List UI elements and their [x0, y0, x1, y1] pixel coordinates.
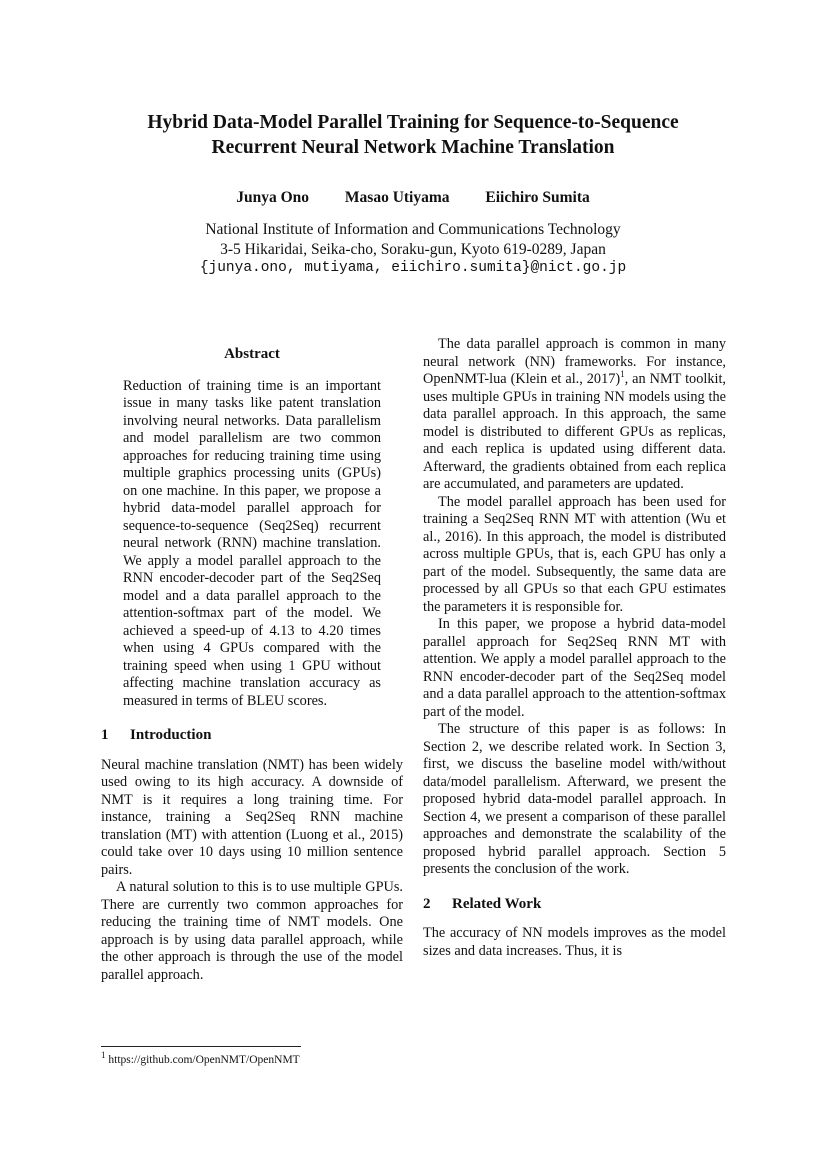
footnote-link[interactable]: https://github.com/OpenNMT/OpenNMT	[108, 1054, 300, 1066]
author-list	[60, 189, 766, 207]
author-2: Masao Utiyama	[344, 189, 450, 206]
paper-title	[60, 110, 766, 160]
footnote	[101, 1050, 300, 1066]
right-paragraph-3: In this paper, we propose a hybrid data-model parallel approach for Seq2Seq RNN MT with attention. We apply a model parallel approach to the RNN encoder-decoder part of the Seq2Seq model and a data parallel approach to the attention-softmax part of the model.	[423, 616, 726, 720]
affiliation: National Institute of Information and Communications Technology	[205, 221, 621, 238]
section-number: 2	[423, 895, 431, 912]
section-title: Introduction	[130, 727, 212, 743]
section-number: 1	[101, 727, 109, 743]
section-heading-introduction	[101, 727, 403, 745]
right-paragraph-1-b: , an NMT toolkit, uses multiple GPUs in training NN models using the data parallel approach. In this approach, the same model is distributed to different GPUs as replicas, and each replica is updated using different data. Afterward, the gradients obtained from each replica are accumulated, and parameters are updated.	[423, 371, 726, 492]
right-paragraph-2: The model parallel approach has been used for training a Seq2Seq RNN MT with attention (Wu et al., 2016). In this approach, the model is distributed across multiple GPUs, that is, each GPU has only a part of the model. Subsequently, the same data are processed by all GPUs so that each GPU estimates the parameters it is responsible for.	[423, 493, 726, 615]
footnote-rule	[101, 1046, 301, 1047]
title-line-1: Hybrid Data-Model Parallel Training for Sequence-to-Sequence	[147, 112, 679, 133]
section-heading-related-work	[423, 896, 726, 914]
left-column	[101, 336, 403, 984]
abstract-body: Reduction of training time is an important issue in many tasks like patent translation involving neural networks. Data parallelism and model parallelism are two common approaches for reducing training time using multiple graphics processing units (GPUs) on one machine. In this paper, we propose a hybrid data-model parallel approach for sequence-to-sequence (Seq2Seq) recurrent neural network (RNN) machine translation. We apply a model parallel approach to the RNN encoder-decoder part of the Seq2Seq model and a data parallel approach to the attention-softmax part of the model. We achieved a speed-up of 4.13 to 4.20 times when using 4 GPUs compared with the training speed when using 1 GPU without affecting machine translation accuracy as measured in terms of BLEU scores.	[123, 377, 381, 709]
section-title: Related Work	[452, 895, 542, 912]
right-paragraph-1-a: The data parallel approach is common in many neural network (NN) frameworks. For instance, OpenNMT-lua (Klein et al., 2017)	[423, 336, 726, 387]
related-paragraph-1: The accuracy of NN models improves as the model sizes and data increases. Thus, it is	[423, 925, 726, 959]
title-line-2: Recurrent Neural Network Machine Translation	[211, 137, 615, 158]
author-3: Eiichiro Sumita	[485, 189, 590, 206]
author-1: Junya Ono	[236, 189, 310, 206]
address: 3-5 Hikaridai, Seika-cho, Soraku-gun, Kyoto 619-0289, Japan	[220, 240, 606, 258]
right-paragraph-4: The structure of this paper is as follows: In Section 2, we describe related work. In Section 3, first, we discuss the baseline model with/without data/model parallelism. Afterward, we present the proposed hybrid data-model parallel approach. In Section 4, we present a comparison of these parallel approaches and demonstrate the scalability of the proposed hybrid parallel approach. Section 5 presents the conclusion of the work.	[423, 721, 726, 877]
intro-paragraph-2: A natural solution to this is to use multiple GPUs. There are currently two common approaches for reducing the training time of NMT models. One approach is by using data parallel approach, while the other approach is through the use of the model parallel approach.	[101, 879, 403, 983]
intro-paragraph-1: Neural machine translation (NMT) has been widely used owing to its high accuracy. A downside of NMT is it requires a long training time. For instance, training a Seq2Seq RNN machine translation (MT) with attention (Luong et al., 2015) could take over 10 days using 10 million sentence pairs.	[101, 756, 403, 878]
right-paragraph-1	[423, 336, 726, 494]
right-column	[423, 336, 726, 960]
abstract-heading: Abstract	[224, 346, 280, 362]
footnote-ref: 1	[620, 369, 625, 380]
email: {junya.ono, mutiyama, eiichiro.sumita}@nict.go.jp	[199, 260, 627, 276]
footnote-mark: 1	[101, 1050, 106, 1061]
affiliation-block	[60, 220, 766, 279]
